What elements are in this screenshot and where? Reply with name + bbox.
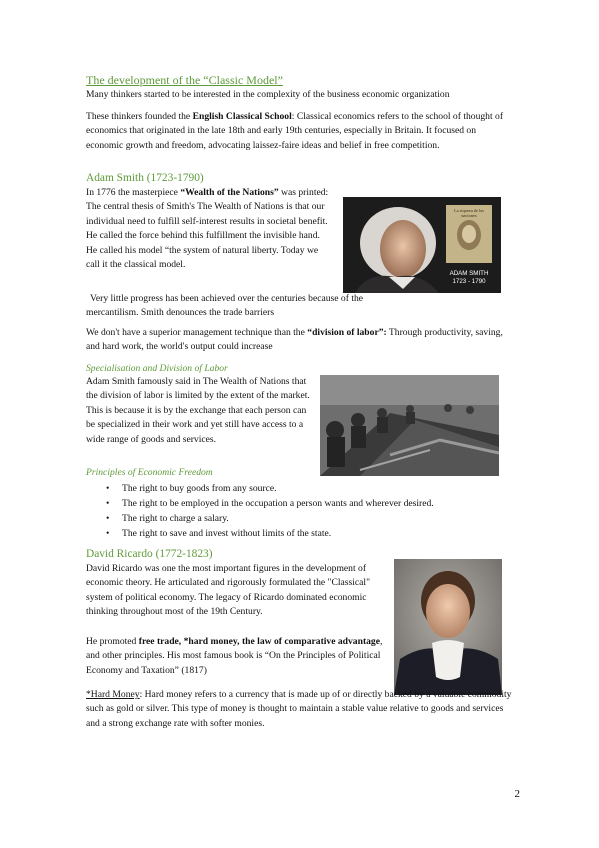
mercantilism-paragraph: Very little progress has been achieved over the centuries because of the mercantilism. Smith denounces the trade barriers [86, 293, 364, 319]
list-item: • The right to save and invest without limits of the state. [106, 528, 332, 539]
economic-freedom-heading: Principles of Economic Freedom [86, 467, 213, 478]
division-of-labor-term: “division of labor”: [307, 327, 387, 338]
hard-money-term: *Hard Money [86, 689, 140, 700]
wealth-of-nations-title: “Wealth of the Nations” [180, 187, 279, 198]
ricardo-principles-paragraph: He promoted free trade, *hard money, the law of comparative advantage, and other principles. His most famous book is “On the Principles of Political Economy and Taxation” (1817) [86, 636, 383, 676]
portrait-caption-name: ADAM SMITH [449, 270, 489, 277]
book-cover-title: La riqueza de las naciones [454, 208, 484, 218]
list-item: • The right to buy goods from any source. [106, 483, 277, 494]
classical-school-paragraph: These thinkers founded the English Classical School: Classical economics refers to the school of thought of economics that originated in the late 18th and early 19th centuries, especially in Britain. It focused on economic growth and freedom, advocating laissez-faire ideas and belief in free competition. [86, 111, 504, 151]
adam-smith-heading: Adam Smith (1723-1790) [86, 172, 204, 184]
bullet-icon: • [106, 483, 110, 494]
ricardo-paragraph: David Ricardo was one the most important figures in the development of economic theory. He articulated and rigorously formulated the "Classical" system of political economy. The legacy of Ricardo dominated economic thinking throughout most of the 19th Century. [86, 563, 371, 618]
division-of-labor-paragraph: We don't have a superior management technique than the “division of labor”: Through productivity, saving, and hard work, the world's output could increase [86, 327, 503, 353]
david-ricardo-portrait [394, 559, 502, 695]
classical-school-term: English Classical School [192, 111, 292, 122]
factory-photo [320, 375, 499, 476]
page-number: 2 [514, 788, 520, 800]
section-heading: The development of the “Classic Model” [86, 73, 283, 87]
specialisation-paragraph: Adam Smith famously said in The Wealth of Nations that the division of labor is limited by the extent of the market. This is because it is by the exchange that each person can be specialized in their work and yet still have access to a wide range of goods and services. [86, 376, 310, 445]
hard-money-paragraph: *Hard Money: Hard money refers to a currency that is made up of or directly backed by a valuable commodity such as gold or silver. This type of money is thought to maintain a stable value relative to goods and services and a strong exchange rate with softer monies. [86, 689, 512, 729]
david-ricardo-heading: David Ricardo (1772-1823) [86, 548, 213, 560]
david-ricardo-portrait-art [394, 559, 502, 695]
factory-photo-art [320, 375, 499, 476]
intro-line: Many thinkers started to be interested in the complexity of the business economic organization [86, 89, 450, 100]
economic-freedom-list [86, 481, 516, 541]
bullet-icon: • [106, 498, 110, 509]
specialisation-heading: Specialisation and Division of Labor [86, 363, 228, 374]
list-item: • The right to be employed in the occupation a person wants and wherever desired. [106, 498, 434, 509]
bullet-icon: • [106, 513, 110, 524]
adam-smith-paragraph: In 1776 the masterpiece “Wealth of the Nations” was printed: The central thesis of Smith's The Wealth of Nations is that our individual need to fulfill self-interest results in societal benefit. He called the force behind this fulfillment the invisible hand. He called his model “the system of natural liberty. Today we call it the classical model. [86, 187, 329, 271]
ricardo-principles-terms: free trade, *hard money, the law of comparative advantage [138, 636, 380, 647]
bullet-icon: • [106, 528, 110, 539]
adam-smith-portrait [343, 197, 501, 293]
portrait-caption-years: 1723 - 1790 [452, 278, 486, 285]
list-item: • The right to charge a salary. [106, 513, 229, 524]
